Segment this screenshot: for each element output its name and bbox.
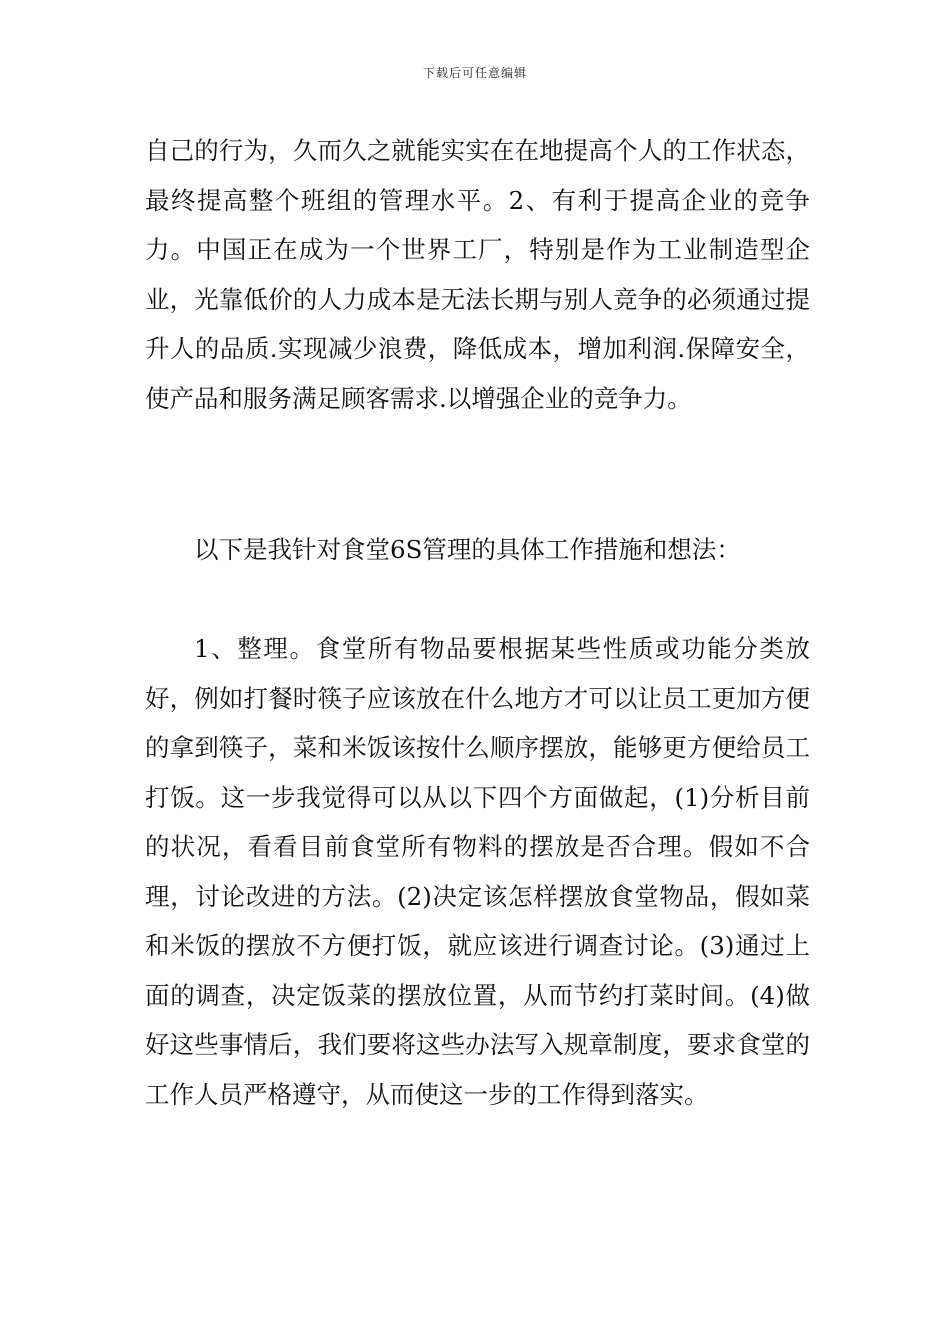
paragraph-continuation: 自己的行为，久而久之就能实实在在地提高个人的工作状态，最终提高整个班组的管理水平。2、有利于提高企业的竞争力。中国正在成为一个世界工厂，特别是作为工业制造型企业，光靠低价的人力成本是无法长期与别人竞争的必须通过提升人的品质.实现减少浪费，降低成本，增加利润.保障安全，使产品和服务满足顾客需求.以增强企业的竞争力。 — [145, 136, 810, 413]
paragraph-intro-measures: 以下是我针对食堂6S管理的具体工作措施和想法： — [194, 535, 741, 564]
paragraph-sort-step: 1、整理。食堂所有物品要根据某些性质或功能分类放好，例如打餐时筷子应该放在什么地方才可以让员工更加方便的拿到筷子，菜和米饭该按什么顺序摆放，能够更方便给员工打饭。这一步我觉得可以从以下四个方面做起，(1)分析目前的状况，看看目前食堂所有物料的摆放是否合理。假如不合理，讨论改进的方法。(2)决定该怎样摆放食堂物品，假如菜和米饭的摆放不方便打饭，就应该进行调查讨论。(3)通过上面的调查，决定饭菜的摆放位置，从而节约打菜时间。(4)做好这些事情后，我们要将这些办法写入规章制度，要求食堂的工作人员严格遵守，从而使这一步的工作得到落实。 — [145, 634, 810, 1109]
page-header: 下载后可任意编辑 — [422, 66, 527, 80]
